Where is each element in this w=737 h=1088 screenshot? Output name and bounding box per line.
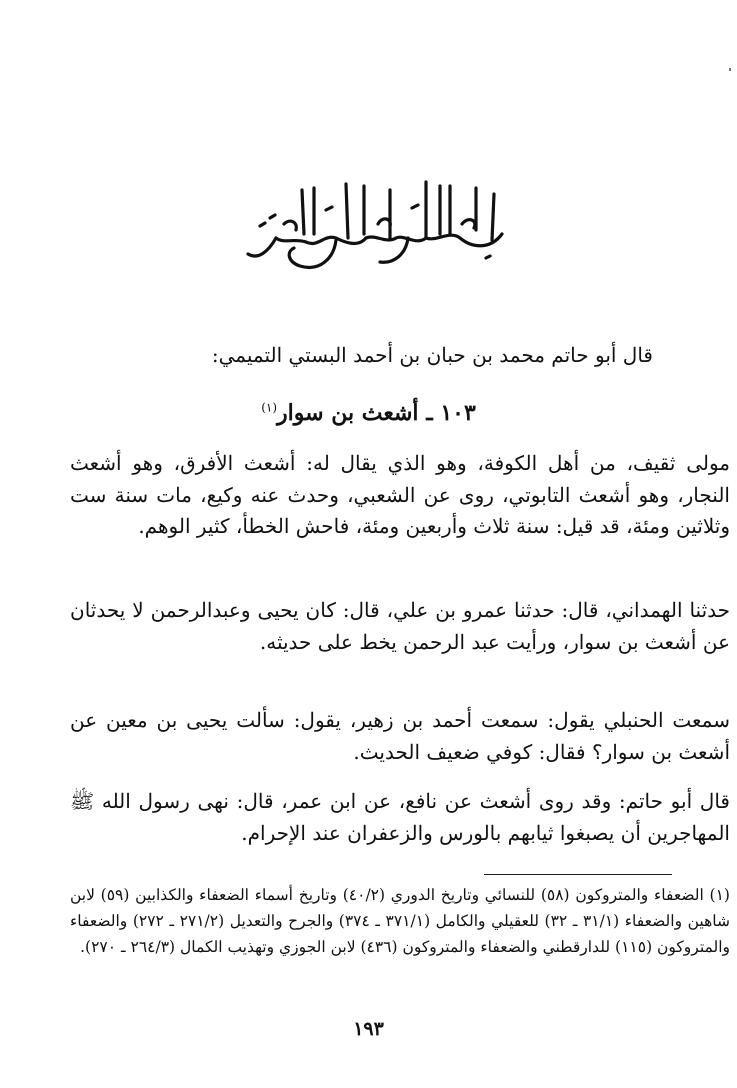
entry-number: ١٠٣ <box>440 400 476 426</box>
intro-line: قال أبو حاتم محمد بن حبان بن أحمد البستي التميمي: <box>211 343 653 367</box>
footnote-divider <box>484 874 672 875</box>
entry-footnote-ref: (١) <box>261 400 278 415</box>
basmala-calligraphy <box>240 168 510 278</box>
page-number: ١٩٣ <box>353 1018 384 1040</box>
entry-heading <box>60 400 677 426</box>
paragraph-hamdani-report: حدثنا الهمداني، قال: حدثنا عمرو بن علي، قال: كان يحيى وعبدالرحمن لا يحدثان عن أشعث بن سوار، ورأيت عبد الرحمن يخط على حديثه. <box>70 598 730 654</box>
paragraph-hanbali-report: سمعت الحنبلي يقول: سمعت أحمد بن زهير، يقول: سألت يحيى بن معين عن أشعث بن سوار؟ فقال: كوفي ضعيف الحديث. <box>70 708 730 764</box>
footnote <box>70 882 730 960</box>
entry-name: أشعث بن سوار <box>277 400 419 426</box>
footnote-text: الضعفاء والمتروكون (٥٨) للنسائي وتاريخ الدوري (٤٠/٢) وتاريخ أسماء الضعفاء والكذابين (٥٩) لابن شاهين والضعفاء (٣١/١ ـ ٣٢) للعقيلي والكامل (٣٧١/١ ـ ٣٧٤) والجرح والتعديل (٢٧١/٢ ـ ٢٧٢) والضعفاء والمتروكون (١١٥) للدارقطني والضعفاء والمتروكون (٤٣٦) لابن الجوزي وتهذيب الكمال (٢٦٤/٣ ـ ٢٧٠). <box>70 886 730 956</box>
margin-speck <box>729 68 731 71</box>
entry-separator: ـ <box>426 400 433 426</box>
paragraph-biography: مولى ثقيف، من أهل الكوفة، وهو الذي يقال له: أشعث الأفرق، وهو أشعث النجار، وهو أشعث التابوتي، روى عن الشعبي، وحدث عنه وكيع، مات سنة ست وثلاثين ومئة، قد قيل: سنة ثلاث وأربعين ومئة، فاحش الخطأ، كثير الوهم. <box>70 451 730 538</box>
paragraph-abu-hatim-note: قال أبو حاتم: وقد روى أشعث عن نافع، عن ابن عمر، قال: نهى رسول الله ﷺ المهاجرين أن يصبغوا ثيابهم بالورس والزعفران عند الإحرام. <box>70 789 730 845</box>
footnote-marker: (١) <box>709 886 730 904</box>
basmala-calligraphy-icon <box>240 168 510 278</box>
